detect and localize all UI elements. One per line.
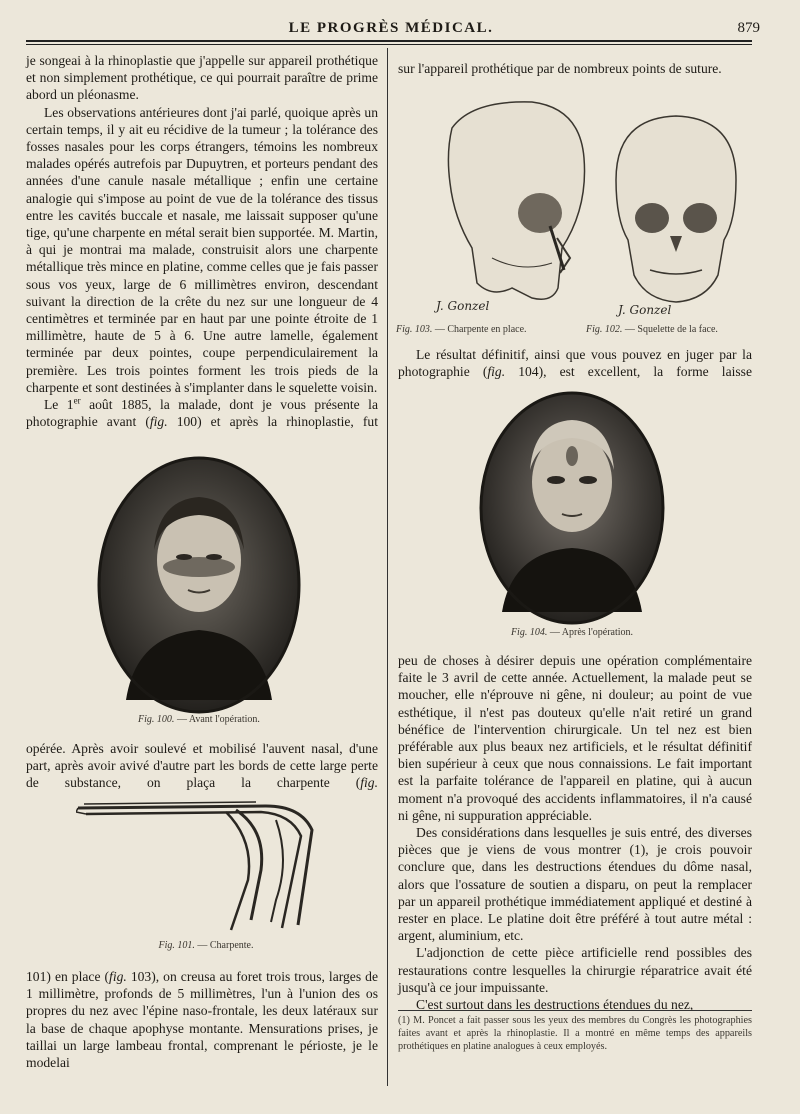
portrait-after-operation (478, 390, 666, 626)
caption-text: — Charpente. (194, 940, 254, 951)
header-rule (26, 40, 752, 42)
page-number: 879 (737, 20, 760, 36)
text-run: Le 1 (44, 397, 74, 413)
caption-text: — Après l'opération. (547, 627, 634, 638)
footnote: (1) M. Poncet a fait passer sous les yeux des membres du Congrès les photographies faites avant et après la rhinoplastie. Il a montré en même temps des appareils prothétiques en platine analogues à ceux employés. (398, 1015, 752, 1052)
caption-text: — Squelette de la face. (622, 324, 718, 335)
left-column-middle (26, 740, 378, 792)
paragraph (26, 740, 378, 792)
figure-reference: fig. (149, 414, 168, 430)
paragraph (26, 396, 378, 430)
text-run: août 1885, la malade, dont je vous présente la photographie avant ( (26, 397, 378, 430)
text-run: opérée. Après avoir soulevé et mobilisé l'auvent nasal, d'une part, après avoir avivé d'autre part les bords de cette large perte de substance, on plaça la charpente ( (26, 741, 378, 791)
superscript: er (73, 395, 81, 406)
paragraph (26, 968, 378, 1071)
right-column-bottom (398, 652, 752, 1013)
figure-number: Fig. 103. (396, 324, 433, 335)
figure-reference: fig. (487, 364, 506, 380)
platinum-framework-drawing (76, 800, 326, 935)
artist-signature: J. Gonzel (618, 303, 672, 317)
column-divider (387, 48, 388, 1086)
journal-title: LE PROGRÈS MÉDICAL. (288, 20, 494, 36)
right-column-middle (398, 346, 752, 380)
figure-102-caption (586, 324, 756, 335)
figure-number: Fig. 104. (510, 627, 548, 638)
left-column-bottom (26, 968, 378, 1071)
portrait-before-operation (96, 455, 302, 715)
header-rule-thin (26, 44, 752, 45)
skull-profile-drawing (432, 98, 592, 318)
paragraph: peu de choses à désirer depuis une opération complémentaire faite le 3 avril de cette année. Actuellement, la malade peut se moucher, elle n'éprouve ni gêne, ni douleur; au point de vue esthétique, il n'est pas douteux qu'elle n'ait retiré un grand bénéfice de l'intervention chirurgicale. Un tel nez est bien préférable aux plus beaux nez artificiels, et le résultat définitif bien supérieur à ceux que nous connaissions. Le fait important est la parfaite tolérance de l'appareil en platine, qui à aucun moment n'a provoqué des accidents inflammatoires, il n'a causé ni gêne, ni suppuration appréciable. (398, 653, 752, 823)
caption-text: — Charpente en place. (432, 324, 527, 335)
paragraph: Des considérations dans lesquelles je suis entré, des diverses pièces que je viens de vous montrer (1), je crois pouvoir conclure que, dans les destructions étendues du dôme nasal, alors que l'ossature de soutien a disparu, on peut la remplacer par un appareil prothétique immédiatement appliqué et destiné à rester en place. Le platine doit être préféré à tout autre métal : argent, aluminium, etc. (398, 825, 752, 944)
paragraph: je songeai à la rhinoplastie que j'appelle sur appareil prothétique et non simplement prothétique, ce qui pourrait paraître de prime abord un pléonasme. (26, 53, 378, 103)
caption-text: — Avant l'opération. (174, 714, 260, 725)
figure-103-caption (396, 324, 566, 335)
left-column-top (26, 52, 378, 430)
figure-number: Fig. 102. (586, 324, 623, 335)
paragraph (398, 346, 752, 380)
skull-front-drawing (606, 110, 746, 320)
artist-signature: J. Gonzel (436, 299, 490, 313)
figure-100-caption (96, 714, 302, 725)
figure-number: Fig. 100. (138, 714, 175, 725)
figure-104-caption (478, 627, 666, 638)
text-run: Le résultat définitif, ainsi que vous pouvez en juger par la photographie ( (398, 347, 752, 380)
figure-reference: fig. (109, 969, 127, 984)
paragraph: Les observations antérieures dont j'ai parlé, quoique après un certain temps, il y ait eu récidive de la tumeur ; la tolérance des fosses nasales pour les corps étrangers, témoins les nombreux malades opérés autrefois par Dupuytren, et porteurs pendant des années d'une canule nasale métallique ; enfin une certaine analogie qui s'impose au point de vue de la tolérance des tissus entre les cavités buccale et nasale, me laissait supposer qu'une tige, qu'une charpente en métal serait bien supportée. M. Martin, à qui je montrai ma malade, construisit alors une charpente métallique très mince en platine, comme celles que je fais passer sous vos yeux, large de 6 millimètres environ, descendant suivant la direction de la crête du nez sur une longueur de 4 centimètres et terminée par en haut par une pointe étroite de 1 millimètre, haute de 5 à 6. Une autre lamelle, également terminée par deux pointes, coupe perpendiculairement la première. Les trois pointes forment les trois pieds de la charpente et sont destinées à s'implanter dans le squelette voisin. (26, 104, 378, 395)
figure-number: Fig. 101. (158, 940, 195, 951)
text-run: 101) en place ( (26, 969, 110, 984)
paragraph: L'adjonction de cette pièce artificielle rend possibles des restaurations contre lesquelles la chirurgie réparatrice avait été jusqu'à ce jour impuissante. (398, 945, 752, 995)
paragraph: sur l'appareil prothétique par de nombreux points de suture. (398, 61, 722, 76)
footnote-rule (398, 1010, 752, 1011)
text-run: 100) et après la rhinoplastie, fut (167, 414, 378, 430)
figure-reference: fig. (360, 775, 378, 791)
figure-101-caption (126, 940, 286, 951)
paragraph: C'est surtout dans les destructions étendues du nez, (416, 997, 694, 1013)
right-column-top (398, 60, 752, 77)
text-run: 103), on creusa au foret trois trous, larges de 1 millimètre, profonds de 5 millimètres, l'un à l'union des os propres du nez avec l'épine naso-frontale, les deux latéraux sur la base de chaque apophyse montante. Mensurations prises, je taillai un large lambeau frontal, comprenant le périoste, je le modelai (26, 969, 378, 1071)
page-header (26, 18, 760, 40)
text-run: 104), est excellent, la forme laisse (505, 364, 753, 380)
